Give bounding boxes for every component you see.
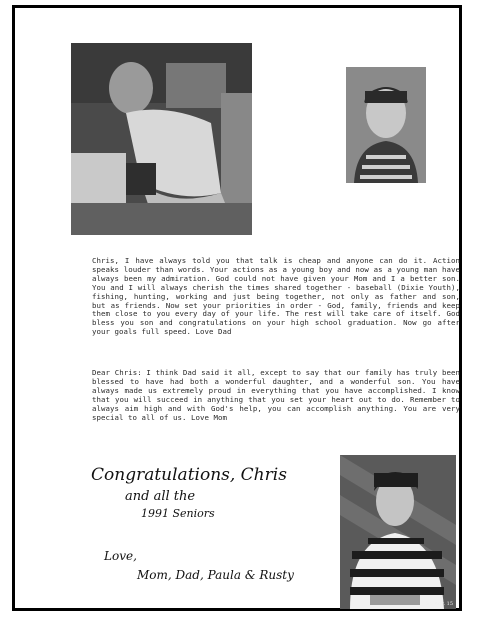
letter-from-mom: Dear Chris: I think Dad said it all, except to say that our family has truly been blessed to have had both a wonderful daughter, and a wonderful son. You have always made us extremely proud in everything that you have accomplished. I know that you will succeed in anything that you set your heart out to do. Remember to always aim high and with God's help, you can accomplish anything. You are very special to all of us. Love Mom [92, 368, 460, 422]
child-portrait-photo [346, 67, 426, 183]
photo-studio-caption: St. Adv. 15 [425, 601, 453, 607]
handwritten-and-all-the: and all the [125, 489, 196, 504]
handwritten-congratulations: Congratulations, Chris [91, 465, 287, 485]
toddler-photo [71, 43, 252, 235]
yearbook-page [12, 5, 462, 611]
letter-from-dad: Chris, I have always told you that talk is cheap and anyone can do it. Action speaks louder than words. Your actions as a young boy and now as a young man have always been my admiration. God could not have given your Mom and I a better son. You and I will always cherish the times shared together - baseball (Dixie Youth), fishing, hunting, working and just being together, not only as father and son, but as friends. Now set your priorities in order - God, family, friends and keep them close to you every day of your life. The rest will take care of itself. God bless you son and congratulations on your high school graduation. Now go after your goals full speed. Love Dad [92, 256, 460, 337]
handwritten-1991-seniors: 1991 Seniors [141, 507, 215, 520]
senior-portrait-photo [340, 455, 456, 609]
handwritten-signature: Mom, Dad, Paula & Rusty [137, 568, 294, 582]
handwritten-love: Love, [104, 549, 137, 563]
